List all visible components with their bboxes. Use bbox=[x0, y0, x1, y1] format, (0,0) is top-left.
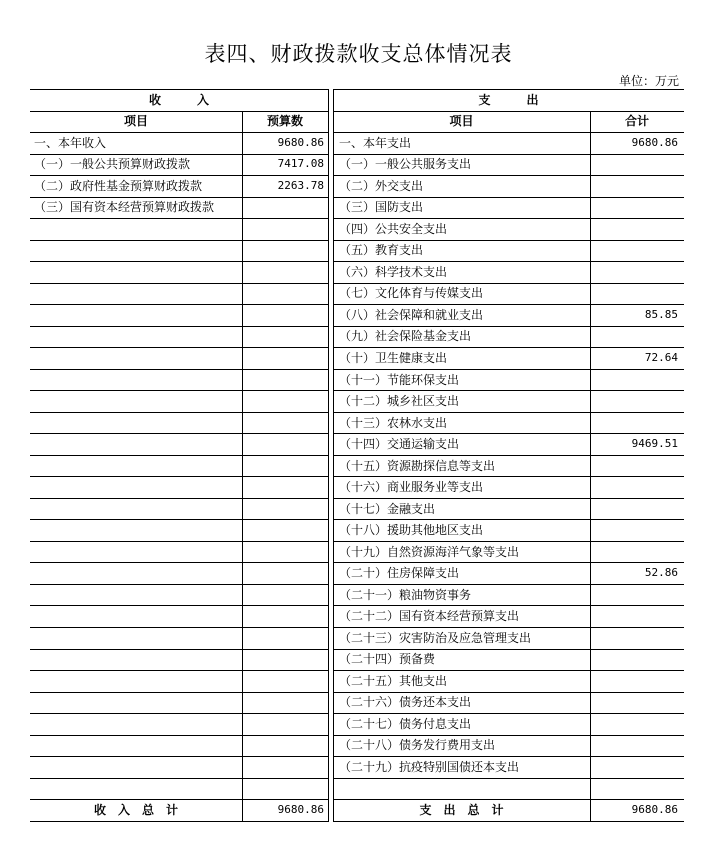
expense-row-label: （二）外交支出 bbox=[339, 178, 424, 193]
row-divider bbox=[30, 498, 328, 499]
expense-total-value: 9680.86 bbox=[631, 802, 678, 816]
row-divider bbox=[30, 821, 328, 822]
expense-row-label: （二十五）其他支出 bbox=[339, 673, 448, 688]
expense-row-label: （二十九）抗疫特别国债还本支出 bbox=[339, 759, 520, 774]
expense-row-value: 72.64 bbox=[644, 351, 678, 364]
income-row-value: 2263.78 bbox=[277, 178, 324, 192]
row-divider bbox=[333, 240, 684, 241]
expense-row-label: （十四）交通运输支出 bbox=[339, 437, 460, 452]
expense-row-label: （八）社会保障和就业支出 bbox=[339, 307, 484, 322]
row-divider bbox=[333, 390, 684, 391]
row-divider bbox=[30, 326, 328, 327]
row-divider bbox=[333, 326, 684, 327]
expense-row-label: （九）社会保险基金支出 bbox=[339, 329, 472, 344]
row-divider bbox=[333, 132, 684, 133]
row-divider bbox=[30, 175, 328, 176]
expense-header: 支 出 bbox=[478, 92, 539, 107]
row-divider bbox=[30, 455, 328, 456]
row-divider bbox=[30, 390, 328, 391]
row-divider bbox=[333, 799, 684, 800]
expense-total-label: 支 出 总 计 bbox=[419, 802, 504, 817]
income-total-label: 收 入 总 计 bbox=[93, 802, 178, 817]
row-divider bbox=[30, 713, 328, 714]
row-divider bbox=[30, 132, 328, 133]
column-divider bbox=[590, 111, 591, 821]
row-divider bbox=[30, 111, 328, 112]
row-divider bbox=[333, 821, 684, 822]
budget-col-header: 预算数 bbox=[266, 114, 303, 129]
row-divider bbox=[333, 433, 684, 434]
expense-row-label: （二十三）灾害防治及应急管理支出 bbox=[339, 630, 532, 645]
row-divider bbox=[333, 735, 684, 736]
expense-row-label: （一）一般公共服务支出 bbox=[339, 157, 472, 172]
row-divider bbox=[30, 756, 328, 757]
row-divider bbox=[30, 369, 328, 370]
income-header: 收 入 bbox=[148, 92, 209, 107]
row-divider bbox=[333, 283, 684, 284]
column-divider bbox=[333, 89, 334, 822]
expense-row-label: （十八）援助其他地区支出 bbox=[339, 523, 484, 538]
row-divider bbox=[333, 261, 684, 262]
row-divider bbox=[333, 412, 684, 413]
expense-row-value: 9680.86 bbox=[631, 135, 678, 149]
row-divider bbox=[333, 347, 684, 348]
income-row-label: （一）一般公共预算财政拨款 bbox=[34, 157, 191, 172]
row-divider bbox=[333, 778, 684, 779]
unit-label: 单位：万元 bbox=[618, 74, 679, 88]
row-divider bbox=[30, 476, 328, 477]
row-divider bbox=[30, 304, 328, 305]
table-title: 表四、财政拨款收支总体情况表 bbox=[204, 42, 513, 66]
expense-row-label: （三）国防支出 bbox=[339, 200, 424, 215]
row-divider bbox=[333, 713, 684, 714]
row-divider bbox=[30, 519, 328, 520]
expense-row-value: 9469.51 bbox=[631, 437, 678, 451]
income-row-label: （三）国有资本经营预算财政拨款 bbox=[34, 200, 215, 215]
income-row-label: （二）政府性基金预算财政拨款 bbox=[34, 178, 203, 193]
row-divider bbox=[30, 197, 328, 198]
row-divider bbox=[333, 218, 684, 219]
row-divider bbox=[30, 562, 328, 563]
row-divider bbox=[30, 412, 328, 413]
column-divider bbox=[328, 89, 329, 822]
expense-row-label: 一、本年支出 bbox=[339, 135, 412, 150]
expense-item-col-header: 项目 bbox=[449, 114, 474, 129]
row-divider bbox=[333, 605, 684, 606]
expense-row-value: 85.85 bbox=[644, 307, 678, 321]
row-divider bbox=[30, 649, 328, 650]
expense-row-label: （十七）金融支出 bbox=[339, 501, 436, 516]
row-divider bbox=[333, 197, 684, 198]
row-divider bbox=[30, 627, 328, 628]
row-divider bbox=[333, 154, 684, 155]
expense-row-label: （四）公共安全支出 bbox=[339, 221, 448, 236]
row-divider bbox=[30, 433, 328, 434]
expense-row-label: （十六）商业服务业等支出 bbox=[339, 480, 484, 495]
row-divider bbox=[30, 240, 328, 241]
row-divider bbox=[30, 347, 328, 348]
expense-row-value: 52.86 bbox=[644, 566, 678, 580]
expense-row-label: （二十四）预备费 bbox=[339, 652, 436, 667]
row-divider bbox=[333, 89, 684, 90]
row-divider bbox=[333, 455, 684, 456]
row-divider bbox=[30, 605, 328, 606]
row-divider bbox=[333, 519, 684, 520]
expense-row-label: （二十二）国有资本经营预算支出 bbox=[339, 609, 520, 624]
row-divider bbox=[30, 735, 328, 736]
row-divider bbox=[333, 304, 684, 305]
income-item-col-header: 项目 bbox=[123, 114, 148, 129]
expense-row-label: （六）科学技术支出 bbox=[339, 264, 448, 279]
expense-row-label: （二十一）粮油物资事务 bbox=[339, 587, 472, 602]
row-divider bbox=[30, 799, 328, 800]
income-row-value: 7417.08 bbox=[277, 157, 324, 171]
row-divider bbox=[333, 692, 684, 693]
row-divider bbox=[333, 670, 684, 671]
expense-row-label: （二十七）债务付息支出 bbox=[339, 716, 472, 731]
expense-row-label: （七）文化体育与传媒支出 bbox=[339, 286, 484, 301]
row-divider bbox=[30, 154, 328, 155]
income-total-value: 9680.86 bbox=[277, 802, 324, 816]
row-divider bbox=[333, 498, 684, 499]
row-divider bbox=[333, 369, 684, 370]
row-divider bbox=[333, 756, 684, 757]
column-divider bbox=[242, 111, 243, 821]
row-divider bbox=[30, 283, 328, 284]
row-divider bbox=[333, 111, 684, 112]
expense-row-label: （二十六）债务还本支出 bbox=[339, 695, 472, 710]
expense-row-label: （十一）节能环保支出 bbox=[339, 372, 460, 387]
expense-row-label: （十五）资源勘探信息等支出 bbox=[339, 458, 496, 473]
row-divider bbox=[30, 218, 328, 219]
row-divider bbox=[30, 584, 328, 585]
expense-row-label: （二十）住房保障支出 bbox=[339, 566, 460, 581]
row-divider bbox=[333, 562, 684, 563]
expense-row-label: （十二）城乡社区支出 bbox=[339, 394, 460, 409]
expense-row-label: （十三）农林水支出 bbox=[339, 415, 448, 430]
expense-row-label: （十）卫生健康支出 bbox=[339, 351, 448, 365]
expense-row-label: （五）教育支出 bbox=[339, 243, 424, 258]
row-divider bbox=[333, 649, 684, 650]
row-divider bbox=[333, 175, 684, 176]
finance-table bbox=[30, 89, 684, 821]
expense-row-label: （十九）自然资源海洋气象等支出 bbox=[339, 544, 520, 559]
row-divider bbox=[333, 584, 684, 585]
row-divider bbox=[30, 89, 328, 90]
row-divider bbox=[30, 692, 328, 693]
income-row-value: 9680.86 bbox=[277, 135, 324, 149]
row-divider bbox=[333, 541, 684, 542]
row-divider bbox=[30, 541, 328, 542]
row-divider bbox=[30, 670, 328, 671]
total-col-header: 合计 bbox=[624, 114, 649, 129]
row-divider bbox=[333, 476, 684, 477]
row-divider bbox=[30, 778, 328, 779]
expense-row-label: （二十八）债务发行费用支出 bbox=[339, 738, 496, 753]
row-divider bbox=[333, 627, 684, 628]
row-divider bbox=[30, 261, 328, 262]
income-row-label: 一、本年收入 bbox=[34, 135, 107, 150]
